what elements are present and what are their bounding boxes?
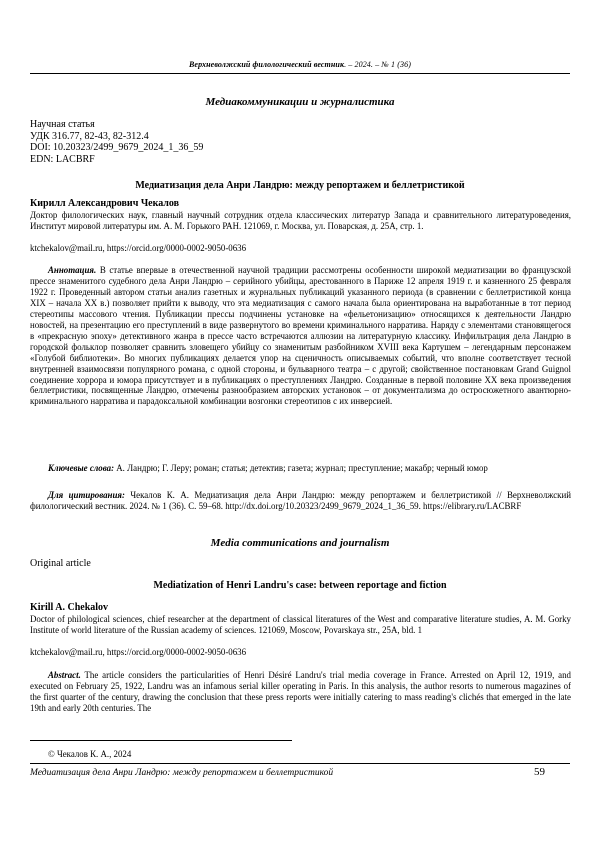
footer-rule [30,763,570,764]
article-meta-ru [30,119,203,165]
footer-running-title: Медиатизация дела Анри Ландрю: между репортажем и беллетристикой [30,768,334,778]
author-affiliation-en: Doctor of philological sciences, chief researcher at the department of classical literatures of the West and comparative literature studies, A. M. Gorky Institute of world literature of the Russian academy of sciences. 121069, Moscow, Povarskaya str., 25A, bld. 1 [30,614,571,635]
copyright-footnote: © Чекалов К. А., 2024 [48,749,132,759]
keywords-label-ru: Ключевые слова: [48,463,115,473]
abstract-label-en: Abstract. [48,670,81,680]
section-heading-en: Media communications and journalism [210,537,390,549]
journal-name: Верхневолжский филологический вестник [189,60,345,69]
author-contact-ru: ktchekalov@mail.ru, https://orcid.org/0000-0002-9050-0636 [30,243,247,253]
article-type-ru: Научная статья [30,119,95,130]
citation-ru [30,490,571,512]
running-head [30,60,570,69]
section-heading-ru: Медиакоммуникации и журналистика [205,96,395,108]
doi: DOI: 10.20323/2499_9679_2024_1_36_59 [30,142,204,153]
header-rule [30,73,570,74]
article-title-ru: Медиатизация дела Анри Ландрю: между репортажем и беллетристикой [135,180,465,191]
keywords-text-ru: А. Ландрю; Г. Леру; роман; статья; детектив; газета; журнал; преступление; макабр; черный юмор [114,463,488,473]
author-contact-en: ktchekalov@mail.ru, https://orcid.org/0000-0002-9050-0636 [30,647,247,657]
page-number: 59 [534,766,545,778]
footnote-rule [30,740,292,741]
article-title-en: Mediatization of Henri Landru's case: between reportage and fiction [153,580,447,591]
abstract-text-ru: В статье впервые в отечественной научной традиции рассмотрены особенности широкой медиатизации во французской прессе знаменитого судебного дела Анри Ландрю – серийного убийцы, арестованного в Париже 12 апреля 1919 г. и казненного 25 февраля 1922 г. Проведенный автором статьи анализ газетных и журнальных публикаций указанного периода (в сравнении с беллетристикой конца XIX – начала XX в.) позволяет прийти к выводу, что эта медиатизация с самого начала была ориентирована на выработанные в тот период стереотипы массового чтения. Публикации прессы подчинены установке на «фельетонизацию» относящихся к деятельности Ландрю новостей, на презентацию его преступлений в виде развернутого во времени криминального нарратива. Наряду с элементами становящегося в «прекрасную эпоху» детективного жанра в прессе часто встречаются аллюзии на литературную классику. Инфильтрация дела Ландрю в городской фольклор позволяет сравнить зловещего убийцу со знаменитым разбойником XVIII века Картушем – легендарным персонажем «Голубой библиотеки». Во многих публикациях делается упор на сценичность описываемых событий, что вполне соответствует тесной внутренней взаимосвязи популярного романа, с одной стороны, и бульварного театра – с другой; свойственное постановкам Grand Guignol соединение хоррора и юмора присутствует и в публикациях о преступлениях Ландрю. Созданные в первой половине XX века произведения беллетристики, посвященные Ландрю, отмечены разнообразием авторских установок – от документализма до остросюжетного авантюрно-криминального нарратива и парадоксальной комбинации возгонки стереотипов с их инверсией. [30,265,571,407]
keywords-ru [30,463,571,474]
journal-issue: . – 2024. – № 1 (36) [344,60,411,69]
author-name-en: Kirill A. Chekalov [30,602,109,613]
author-affiliation-ru: Доктор филологических наук, главный научный сотрудник отдела классических литератур Запада и сравнительного литературоведения, Институт мировой литературы им. А. М. Горького РАН. 121069, г. Москва, ул. Поварская, д. 25А, стр. 1. [30,210,571,231]
abstract-label-ru: Аннотация. [48,265,97,275]
author-name-ru: Кирилл Александрович Чекалов [30,198,180,209]
abstract-text-en: The article considers the particularities of Henri Désiré Landru's trial media coverage in France. Arrested on April 12, 1919, and executed on February 25, 1922, Landru was an infamous serial killer operating in Paris. In this analysis, the author resorts to numerous magazines of the first quarter of the century, drawing the conclusion that these press reports were initially catering to mass reading's clichés that emerged in the late 19th and early 20th centuries. The [30,670,571,713]
edn: EDN: LACBRF [30,153,95,165]
article-type-en: Original article [30,558,91,569]
udc-code: УДК 316.77, 82-43, 82-312.4 [30,130,149,142]
abstract-ru [30,265,571,407]
citation-label-ru: Для цитирования: [48,490,125,500]
citation-text-ru: Чекалов К. А. Медиатизация дела Анри Ландрю: между репортажем и беллетристикой // Верхневолжский филологический вестник. 2024. № 1 (36). С. 59–68. http://dx.doi.org/10.20323/2499_9679_2024_1_36_59. https://elibrary.ru/LACBRF [30,490,571,511]
abstract-en [30,670,571,714]
